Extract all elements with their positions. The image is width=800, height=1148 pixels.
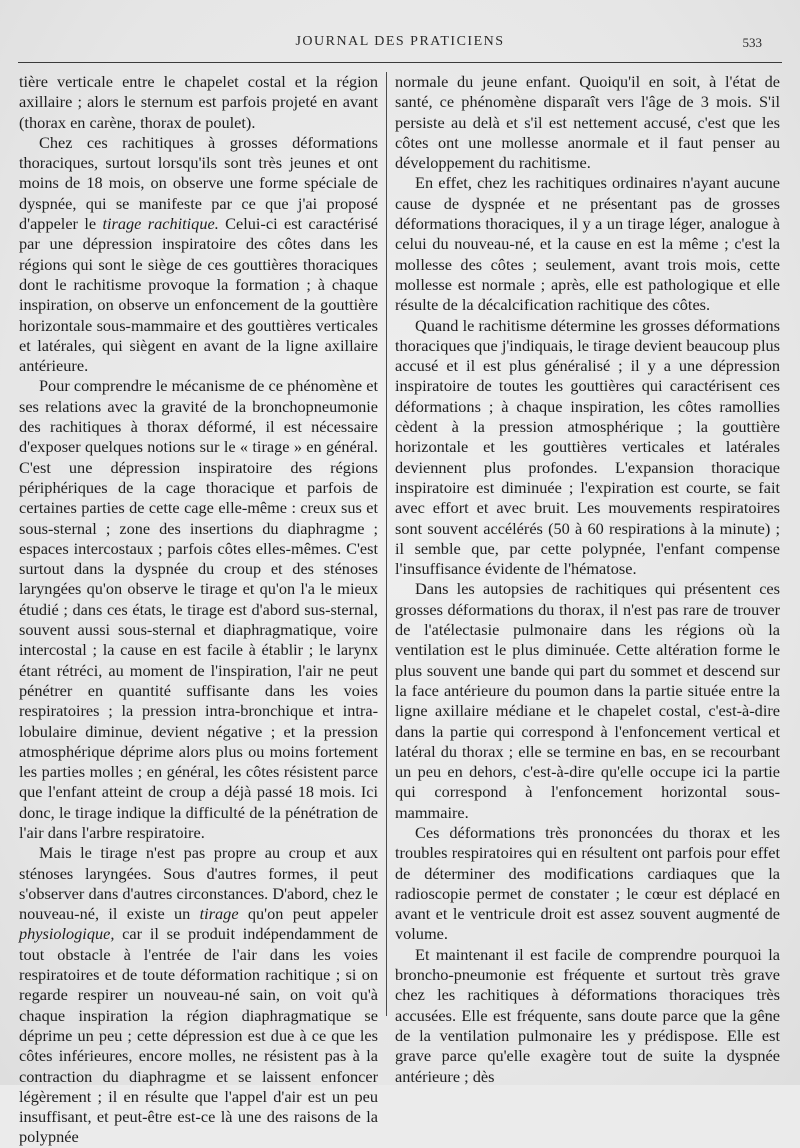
text-run: car il se produit indépendamment de tout obstacle à l'entrée de l'air dans les voies respiratoires et de toute déformation rachitique ; si on regarde respirer un nouveau-né sain, on voit qu'à chaque inspiration la région diaphragmatique se déprime un peu ; cette dépression est due à ce que les côtes inférieures, encore molles, ne résistent pas à la contraction du diaphragme et se laissent enfoncer légèrement ; il en résulte que l'appel d'air est un peu insuffisant, et peut-être est-ce là une des raisons de la polypnée [19,924,378,1147]
paragraph [19,133,378,377]
emphasis-text: tirage rachitique. [102,214,219,234]
paragraph: Et maintenant il est facile de comprendre pourquoi la broncho-pneumonie est fréquente et surtout très grave chez les rachitiques à déformations thoraciques très accusées. Elle est fréquente, sans doute parce que la gêne de la ventilation pulmonaire les y prédispose. Elle est grave parce qu'elle exagère tout de suite la dyspnée antérieure ; dès [395,944,780,1086]
header-rule [18,62,782,63]
paragraph: Dans les autopsies de rachitiques qui présentent ces grosses déformations du thorax, il n'est pas rare de trouver de l'atélectasie pulmonaire dans les régions où la ventilation est le plus diminuée. Cette altération forme le plus souvent une bande qui part du sommet et descend sur la face antérieure du poumon dans la partie située entre la ligne axillaire médiane et le chapelet costal, c'est-à-dire dans la partie qui correspond à l'enfoncement vertical et latéral du thorax ; elle se termine en bas, en se recourbant un peu en dehors, c'est-à-dire qu'elle occupe ici la partie qui correspond à l'enfoncement horizontal sous-mammaire. [395,579,780,822]
emphasis-text: physiologique, [19,924,115,944]
text-run: qu'on peut appeler [238,904,378,924]
paragraph: tière verticale entre le chapelet costal et la région axillaire ; alors le sternum est parfois projeté en avant (thorax en carène, thorax de poulet). [19,72,378,132]
page-number: 533 [742,35,762,50]
paragraph: Quand le rachitisme détermine les grosses déformations thoraciques que j'indiquais, le tirage devient beaucoup plus accusé et il est plus généralisé ; il y a une dépression inspiratoire de toutes les gouttières qui caractérisent ces déformations ; à chaque inspiration, les côtes ramollies cèdent à la pression atmosphérique ; la gouttière horizontale et les gouttières verticales et latérales deviennent plus profondes. L'expansion thoracique inspiratoire est diminuée ; l'expiration est courte, se fait avec effort et avec bruit. Les mouvements respiratoires sont souvent accélérés (50 à 60 respirations à la minute) ; il semble que, par cette polypnée, l'enfant compense l'insuffisance évidente de l'hématose. [395,315,780,579]
paragraph: Ces déformations très prononcées du thorax et les troubles respiratoires qui en résultent ont parfois pour effet de déterminer des modifications cardiaques que la radioscopie permet de constater ; le cœur est déplacé en avant et le ventricule droit est assez souvent augmenté de volume. [395,822,780,944]
left-column [19,72,378,1148]
right-column [395,72,780,1087]
paragraph: En effet, chez les rachitiques ordinaires n'ayant aucune cause de dyspnée et ne présentant pas de grosses déformations thoraciques, il y a un tirage léger, analogue à celui du nouveau-né, et la cause en est la même ; c'est la mollesse des côtes ; seulement, avant trois mois, cette mollesse est normale ; après, elle est pathologique et elle résulte de la décalcification rachitique des côtes. [395,173,780,315]
text-run: Chez ces rachitiques à grosses déformations thoraciques, surtout lorsqu'ils sont très jeunes et ont moins de 18 mois, on observe une forme spéciale de dyspnée, qui se manifeste par ce que j'ai proposé d'appeler le [19,132,378,234]
running-header [20,34,780,56]
paragraph [19,843,378,1147]
journal-title: JOURNAL DES PRATICIENS [295,34,505,49]
text-run: Mais le tirage n'est pas propre au croup et aux sténoses laryngées. Sous d'autres formes, il peut s'observer dans d'autres circonstances. D'abord, chez le nouveau-né, il existe un [19,843,378,924]
paragraph: normale du jeune enfant. Quoiqu'il en soit, à l'état de santé, ce phénomène disparaît vers l'âge de 3 mois. S'il persiste au delà et s'il est nettement accusé, c'est que les côtes ont une mollesse anormale et il faut penser au développement du rachitisme. [395,72,780,173]
paragraph: Pour comprendre le mécanisme de ce phénomène et ses relations avec la gravité de la bronchopneumonie des rachitiques à thorax déformé, il est nécessaire d'exposer quelques notions sur le « tirage » en général. C'est une dépression inspiratoire des régions périphériques de la cage thoracique et parfois de certaines parties de cette cage elle-même : creux sus et sous-sternal ; zone des insertions du diaphragme ; espaces intercostaux ; parfois côtes elles-mêmes. C'est surtout dans la dyspnée du croup et des sténoses laryngées qu'on observe le tirage et qu'on l'a le mieux étudié ; dans ces états, le tirage est d'abord sus-sternal, souvent aussi sous-sternal et diaphragmatique, voire intercostal ; la cause en est facile à établir ; le larynx étant rétréci, au moment de l'inspiration, l'air ne peut pénétrer en quantité suffisante dans les voies respiratoires ; la pression intra-bronchique et intra-lobulaire diminue, devient négative ; et la pression atmosphérique déprime alors plus ou moins fortement les parties molles ; en général, les côtes résistent parce que l'enfant atteint de croup a déjà passé 18 mois. Ici donc, le tirage indique la difficulté de la pénétration de l'air dans l'arbre respiratoire. [19,376,378,842]
column-divider [386,72,387,1016]
text-run: Celui-ci est caractérisé par une dépression inspiratoire des côtes dans les régions qui sont le siège de ces gouttières thoraciques dont le rachitisme provoque la formation ; à chaque inspiration, on observe un enfoncement de la gouttière horizontale sous-mammaire et des gouttières verticales et latérales, qui siègent en avant de la ligne axillaire antérieure. [19,214,379,376]
emphasis-text: tirage [199,904,239,924]
